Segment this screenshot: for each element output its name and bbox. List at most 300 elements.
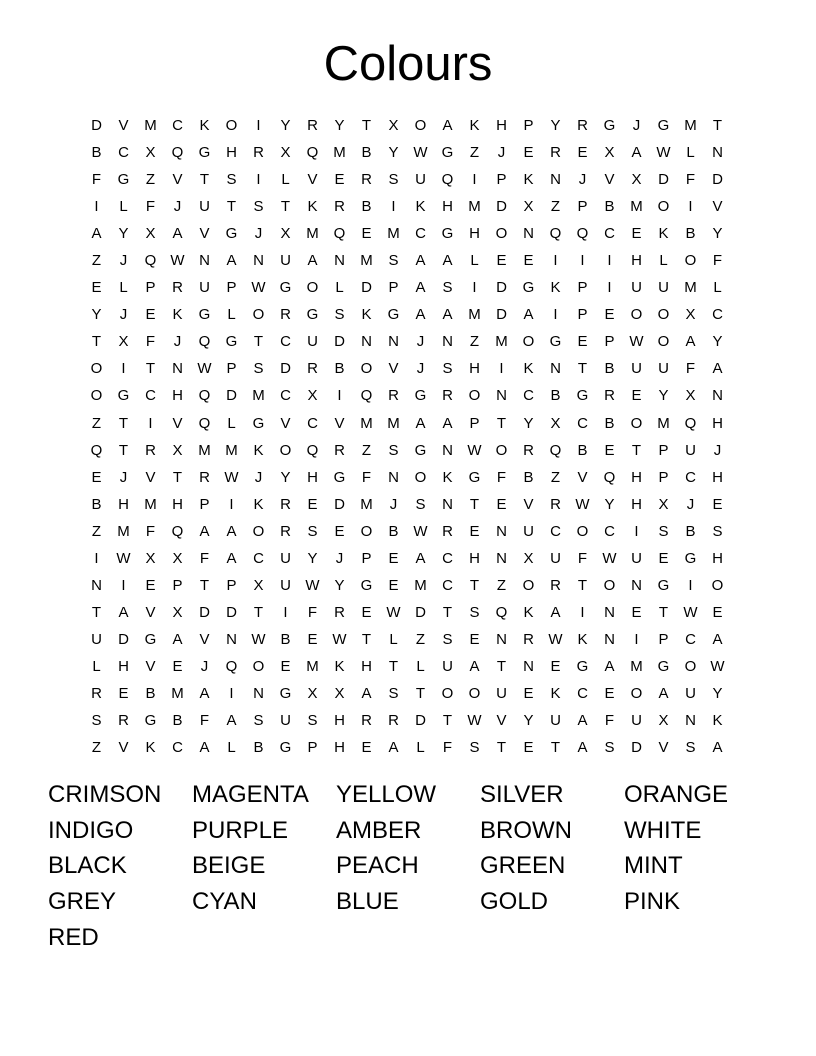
grid-row xyxy=(83,139,731,166)
grid-letter: K xyxy=(253,495,264,513)
grid-letter: S xyxy=(388,252,399,270)
grid-letter: E xyxy=(361,603,372,621)
grid-letter: R xyxy=(334,603,345,621)
grid-letter: O xyxy=(657,306,670,324)
grid-row xyxy=(83,572,731,599)
grid-letter: I xyxy=(148,414,153,432)
word-list-item: GREY xyxy=(48,888,117,916)
grid-letter: F xyxy=(604,712,615,730)
grid-letter: H xyxy=(172,495,183,513)
grid-letter: V xyxy=(280,414,291,432)
word-list-item: WHITE xyxy=(624,816,702,844)
grid-letter: O xyxy=(684,657,697,675)
grid-letter: U xyxy=(658,360,669,378)
grid-letter: E xyxy=(631,603,642,621)
grid-letter: V xyxy=(145,603,156,621)
grid-letter: Y xyxy=(388,144,399,162)
grid-letter: Q xyxy=(360,387,373,405)
grid-letter: C xyxy=(145,387,156,405)
grid-letter: E xyxy=(145,576,156,594)
grid-letter: R xyxy=(118,712,129,730)
grid-letter: D xyxy=(334,333,345,351)
grid-letter: B xyxy=(604,360,615,378)
grid-letter: A xyxy=(172,630,183,648)
grid-letter: G xyxy=(441,225,454,243)
grid-letter: M xyxy=(198,441,211,459)
grid-letter: Y xyxy=(334,117,345,134)
grid-letter: J xyxy=(173,333,182,351)
grid-letter: U xyxy=(631,712,642,730)
word-list-item: BLUE xyxy=(336,888,399,916)
grid-letter: Z xyxy=(91,252,102,270)
grid-letter: B xyxy=(91,144,102,162)
grid-letter: P xyxy=(658,630,669,648)
grid-letter: T xyxy=(577,360,588,378)
grid-letter: A xyxy=(199,684,210,702)
grid-letter: E xyxy=(604,441,615,459)
grid-letter: A xyxy=(226,549,237,567)
grid-letter: S xyxy=(307,522,318,540)
grid-letter: V xyxy=(496,712,507,730)
grid-letter: N xyxy=(442,495,453,513)
grid-letter: O xyxy=(90,387,103,405)
grid-letter: J xyxy=(200,657,209,675)
grid-letter: O xyxy=(684,252,697,270)
grid-letter: J xyxy=(686,495,695,513)
grid-letter: C xyxy=(442,576,453,594)
grid-letter: U xyxy=(658,279,669,297)
grid-letter: T xyxy=(658,603,669,621)
grid-letter: Q xyxy=(198,333,211,351)
grid-letter: D xyxy=(415,712,426,730)
grid-letter: N xyxy=(253,684,264,702)
grid-letter: V xyxy=(118,117,129,134)
grid-letter: E xyxy=(388,576,399,594)
grid-letter: A xyxy=(388,739,399,757)
grid-letter: X xyxy=(280,225,291,243)
grid-letter: C xyxy=(604,225,615,243)
grid-letter: L xyxy=(92,657,101,675)
grid-letter: L xyxy=(227,414,236,432)
grid-letter: A xyxy=(442,117,453,134)
grid-letter: N xyxy=(442,441,453,459)
grid-letter: G xyxy=(252,414,265,432)
grid-letter: K xyxy=(523,360,534,378)
grid-letter: N xyxy=(496,522,507,540)
grid-letter: I xyxy=(607,252,612,270)
grid-letter: A xyxy=(550,603,561,621)
grid-letter: X xyxy=(631,171,642,189)
grid-letter: A xyxy=(577,712,588,730)
grid-letter: K xyxy=(550,684,561,702)
grid-letter: G xyxy=(468,468,481,486)
grid-letter: H xyxy=(172,387,183,405)
grid-letter: L xyxy=(713,279,722,297)
grid-letter: P xyxy=(604,333,615,351)
grid-letter: H xyxy=(469,360,480,378)
grid-letter: N xyxy=(685,712,696,730)
grid-letter: U xyxy=(550,549,561,567)
grid-letter: I xyxy=(553,306,558,324)
grid-row xyxy=(83,355,731,382)
grid-letter: Y xyxy=(712,684,723,702)
grid-letter: H xyxy=(631,252,642,270)
grid-letter: A xyxy=(442,252,453,270)
grid-letter: K xyxy=(577,630,588,648)
grid-letter: F xyxy=(442,739,453,757)
word-list-item: GOLD xyxy=(480,888,549,916)
grid-letter: P xyxy=(577,306,588,324)
grid-letter: E xyxy=(631,387,642,405)
grid-letter: R xyxy=(307,360,318,378)
grid-letter: S xyxy=(307,712,318,730)
grid-letter: O xyxy=(522,333,535,351)
grid-letter: G xyxy=(279,279,292,297)
grid-letter: S xyxy=(469,603,480,621)
grid-letter: R xyxy=(442,522,453,540)
grid-letter: C xyxy=(172,739,183,757)
grid-letter: T xyxy=(496,414,507,432)
grid-letter: R xyxy=(523,630,534,648)
grid-letter: X xyxy=(604,144,615,162)
grid-letter: R xyxy=(361,712,372,730)
grid-letter: I xyxy=(472,279,477,297)
grid-letter: S xyxy=(334,306,345,324)
grid-letter: H xyxy=(469,225,480,243)
grid-letter: M xyxy=(684,117,697,134)
grid-letter: S xyxy=(604,739,615,757)
grid-letter: S xyxy=(91,712,102,730)
grid-letter: I xyxy=(337,387,342,405)
grid-letter: Y xyxy=(118,225,129,243)
grid-letter: J xyxy=(416,333,425,351)
grid-letter: Z xyxy=(91,739,102,757)
grid-letter: B xyxy=(334,360,345,378)
grid-letter: J xyxy=(578,171,587,189)
grid-letter: Z xyxy=(469,144,480,162)
grid-letter: O xyxy=(630,684,643,702)
grid-letter: E xyxy=(307,630,318,648)
grid-letter: W xyxy=(548,630,563,648)
grid-letter: Q xyxy=(684,414,697,432)
grid-letter: Q xyxy=(603,468,616,486)
grid-letter: G xyxy=(414,387,427,405)
grid-letter: O xyxy=(468,684,481,702)
grid-letter: A xyxy=(415,279,426,297)
grid-letter: O xyxy=(252,306,265,324)
grid-letter: H xyxy=(712,414,723,432)
grid-letter: X xyxy=(685,387,696,405)
grid-letter: H xyxy=(118,657,129,675)
grid-letter: G xyxy=(657,117,670,134)
word-list-item: ORANGE xyxy=(624,781,729,808)
grid-letter: T xyxy=(145,360,156,378)
grid-letter: B xyxy=(685,522,696,540)
grid-letter: W xyxy=(413,522,428,540)
grid-letter: U xyxy=(91,630,102,648)
word-list xyxy=(48,779,768,957)
grid-letter: K xyxy=(145,739,156,757)
grid-letter: Q xyxy=(441,171,454,189)
grid-letter: G xyxy=(414,441,427,459)
grid-row xyxy=(83,437,731,464)
grid-letter: E xyxy=(91,468,102,486)
grid-letter: U xyxy=(307,333,318,351)
word-list-item: CYAN xyxy=(192,888,257,916)
grid-letter: O xyxy=(657,198,670,216)
grid-letter: H xyxy=(469,549,480,567)
grid-letter: R xyxy=(334,198,345,216)
grid-letter: Z xyxy=(145,171,156,189)
grid-letter: E xyxy=(361,225,372,243)
grid-letter: G xyxy=(684,549,697,567)
grid-letter: T xyxy=(496,657,507,675)
grid-letter: X xyxy=(253,576,264,594)
grid-letter: E xyxy=(496,495,507,513)
grid-letter: O xyxy=(414,468,427,486)
grid-letter: B xyxy=(145,684,156,702)
grid-letter: N xyxy=(361,333,372,351)
grid-letter: W xyxy=(656,144,671,162)
grid-letter: G xyxy=(306,306,319,324)
grid-letter: W xyxy=(116,549,131,567)
grid-letter: V xyxy=(118,739,129,757)
grid-letter: I xyxy=(553,252,558,270)
grid-letter: W xyxy=(224,468,239,486)
grid-letter: K xyxy=(550,279,561,297)
grid-letter: K xyxy=(307,198,318,216)
grid-letter: R xyxy=(172,279,183,297)
grid-letter: P xyxy=(658,441,669,459)
grid-letter: D xyxy=(199,603,210,621)
grid-letter: W xyxy=(629,333,644,351)
grid-letter: M xyxy=(225,441,238,459)
grid-letter: T xyxy=(253,603,264,621)
grid-letter: E xyxy=(388,549,399,567)
grid-letter: O xyxy=(630,306,643,324)
grid-letter: C xyxy=(253,549,264,567)
grid-letter: A xyxy=(712,739,723,757)
grid-letter: J xyxy=(119,306,128,324)
grid-letter: P xyxy=(226,279,237,297)
grid-letter: N xyxy=(91,576,102,594)
grid-letter: I xyxy=(256,171,261,189)
grid-letter: B xyxy=(577,441,588,459)
grid-letter: E xyxy=(361,739,372,757)
grid-letter: L xyxy=(119,198,128,216)
grid-letter: B xyxy=(91,495,102,513)
grid-letter: F xyxy=(685,360,696,378)
grid-row xyxy=(83,599,731,626)
grid-row xyxy=(83,301,731,328)
grid-letter: M xyxy=(144,495,157,513)
grid-letter: F xyxy=(307,603,318,621)
grid-letter: Y xyxy=(712,225,723,243)
grid-letter: W xyxy=(251,279,266,297)
word-list-item: PURPLE xyxy=(192,816,289,844)
grid-row xyxy=(83,328,731,355)
grid-letter: W xyxy=(467,441,482,459)
grid-letter: E xyxy=(577,144,588,162)
grid-letter: W xyxy=(170,252,185,270)
grid-letter: S xyxy=(658,522,669,540)
grid-letter: H xyxy=(631,468,642,486)
grid-letter: T xyxy=(550,739,561,757)
grid-row xyxy=(83,626,731,653)
letter-grid xyxy=(83,112,731,761)
grid-letter: T xyxy=(118,414,129,432)
grid-letter: E xyxy=(712,603,723,621)
grid-letter: R xyxy=(442,387,453,405)
grid-letter: W xyxy=(602,549,617,567)
grid-letter: Y xyxy=(280,468,291,486)
grid-letter: Z xyxy=(469,333,480,351)
grid-letter: R xyxy=(91,684,102,702)
grid-letter: V xyxy=(199,630,210,648)
grid-letter: T xyxy=(577,576,588,594)
grid-letter: V xyxy=(172,414,183,432)
grid-letter: P xyxy=(496,171,507,189)
grid-letter: W xyxy=(197,360,212,378)
grid-letter: Y xyxy=(523,712,534,730)
grid-letter: Q xyxy=(144,252,157,270)
grid-letter: O xyxy=(495,441,508,459)
grid-letter: G xyxy=(441,144,454,162)
grid-row xyxy=(83,166,731,193)
grid-letter: G xyxy=(198,144,211,162)
grid-letter: P xyxy=(199,495,210,513)
word-list-item: MINT xyxy=(624,852,683,880)
grid-letter: E xyxy=(523,684,534,702)
grid-letter: C xyxy=(415,225,426,243)
grid-letter: S xyxy=(388,684,399,702)
grid-row xyxy=(83,707,731,734)
grid-letter: U xyxy=(280,549,291,567)
grid-letter: A xyxy=(442,414,453,432)
grid-letter: G xyxy=(657,657,670,675)
grid-letter: A xyxy=(361,684,372,702)
grid-letter: J xyxy=(254,225,263,243)
grid-letter: T xyxy=(253,333,264,351)
grid-row xyxy=(83,518,731,545)
grid-letter: E xyxy=(307,495,318,513)
grid-letter: C xyxy=(442,549,453,567)
grid-row xyxy=(83,382,731,409)
grid-letter: K xyxy=(523,171,534,189)
grid-letter: H xyxy=(712,549,723,567)
grid-letter: V xyxy=(523,495,534,513)
grid-letter: O xyxy=(279,441,292,459)
grid-letter: N xyxy=(631,576,642,594)
grid-letter: E xyxy=(469,522,480,540)
grid-letter: N xyxy=(712,387,723,405)
grid-letter: G xyxy=(657,576,670,594)
grid-letter: O xyxy=(225,117,238,134)
grid-letter: B xyxy=(604,198,615,216)
grid-letter: P xyxy=(577,198,588,216)
grid-letter: P xyxy=(577,279,588,297)
grid-letter: I xyxy=(391,198,396,216)
grid-letter: X xyxy=(172,549,183,567)
grid-letter: V xyxy=(199,225,210,243)
grid-letter: X xyxy=(307,684,318,702)
grid-letter: I xyxy=(94,549,99,567)
grid-letter: K xyxy=(469,117,480,134)
grid-letter: V xyxy=(604,171,615,189)
grid-letter: D xyxy=(226,387,237,405)
grid-letter: I xyxy=(634,630,639,648)
grid-letter: G xyxy=(279,739,292,757)
grid-letter: R xyxy=(307,117,318,134)
grid-letter: T xyxy=(199,576,210,594)
grid-letter: M xyxy=(468,198,481,216)
grid-letter: K xyxy=(442,468,453,486)
grid-letter: U xyxy=(442,657,453,675)
grid-letter: O xyxy=(603,576,616,594)
grid-letter: T xyxy=(199,171,210,189)
grid-letter: S xyxy=(253,712,264,730)
grid-letter: X xyxy=(523,198,534,216)
word-list-item: SILVER xyxy=(480,781,564,808)
grid-letter: L xyxy=(416,657,425,675)
grid-letter: M xyxy=(306,225,319,243)
grid-row xyxy=(83,653,731,680)
grid-letter: O xyxy=(441,684,454,702)
word-list-item: RED xyxy=(48,923,99,951)
grid-letter: H xyxy=(361,657,372,675)
grid-letter: O xyxy=(360,522,373,540)
grid-letter: A xyxy=(604,657,615,675)
grid-letter: I xyxy=(472,171,477,189)
grid-letter: H xyxy=(334,739,345,757)
grid-row xyxy=(83,680,731,707)
grid-letter: B xyxy=(172,712,183,730)
grid-letter: K xyxy=(361,306,372,324)
grid-letter: F xyxy=(145,198,156,216)
grid-letter: B xyxy=(361,198,372,216)
grid-letter: R xyxy=(604,387,615,405)
grid-letter: C xyxy=(172,117,183,134)
grid-letter: T xyxy=(361,117,372,134)
grid-letter: L xyxy=(335,279,344,297)
grid-letter: E xyxy=(712,495,723,513)
grid-letter: E xyxy=(523,739,534,757)
grid-letter: T xyxy=(469,576,480,594)
grid-letter: U xyxy=(631,279,642,297)
grid-letter: X xyxy=(658,712,669,730)
grid-letter: G xyxy=(198,306,211,324)
grid-letter: U xyxy=(496,684,507,702)
grid-letter: I xyxy=(688,198,693,216)
grid-letter: C xyxy=(577,414,588,432)
grid-letter: Q xyxy=(549,225,562,243)
grid-letter: K xyxy=(172,306,183,324)
grid-letter: A xyxy=(685,333,696,351)
grid-letter: Q xyxy=(549,441,562,459)
grid-letter: T xyxy=(631,441,642,459)
grid-letter: N xyxy=(550,360,561,378)
grid-letter: M xyxy=(387,225,400,243)
grid-letter: A xyxy=(415,549,426,567)
word-list-item: PINK xyxy=(624,888,681,916)
grid-letter: Z xyxy=(415,630,426,648)
grid-letter: R xyxy=(199,468,210,486)
grid-letter: V xyxy=(388,360,399,378)
grid-letter: I xyxy=(499,360,504,378)
grid-letter: A xyxy=(118,603,129,621)
grid-letter: N xyxy=(712,144,723,162)
grid-letter: E xyxy=(469,630,480,648)
